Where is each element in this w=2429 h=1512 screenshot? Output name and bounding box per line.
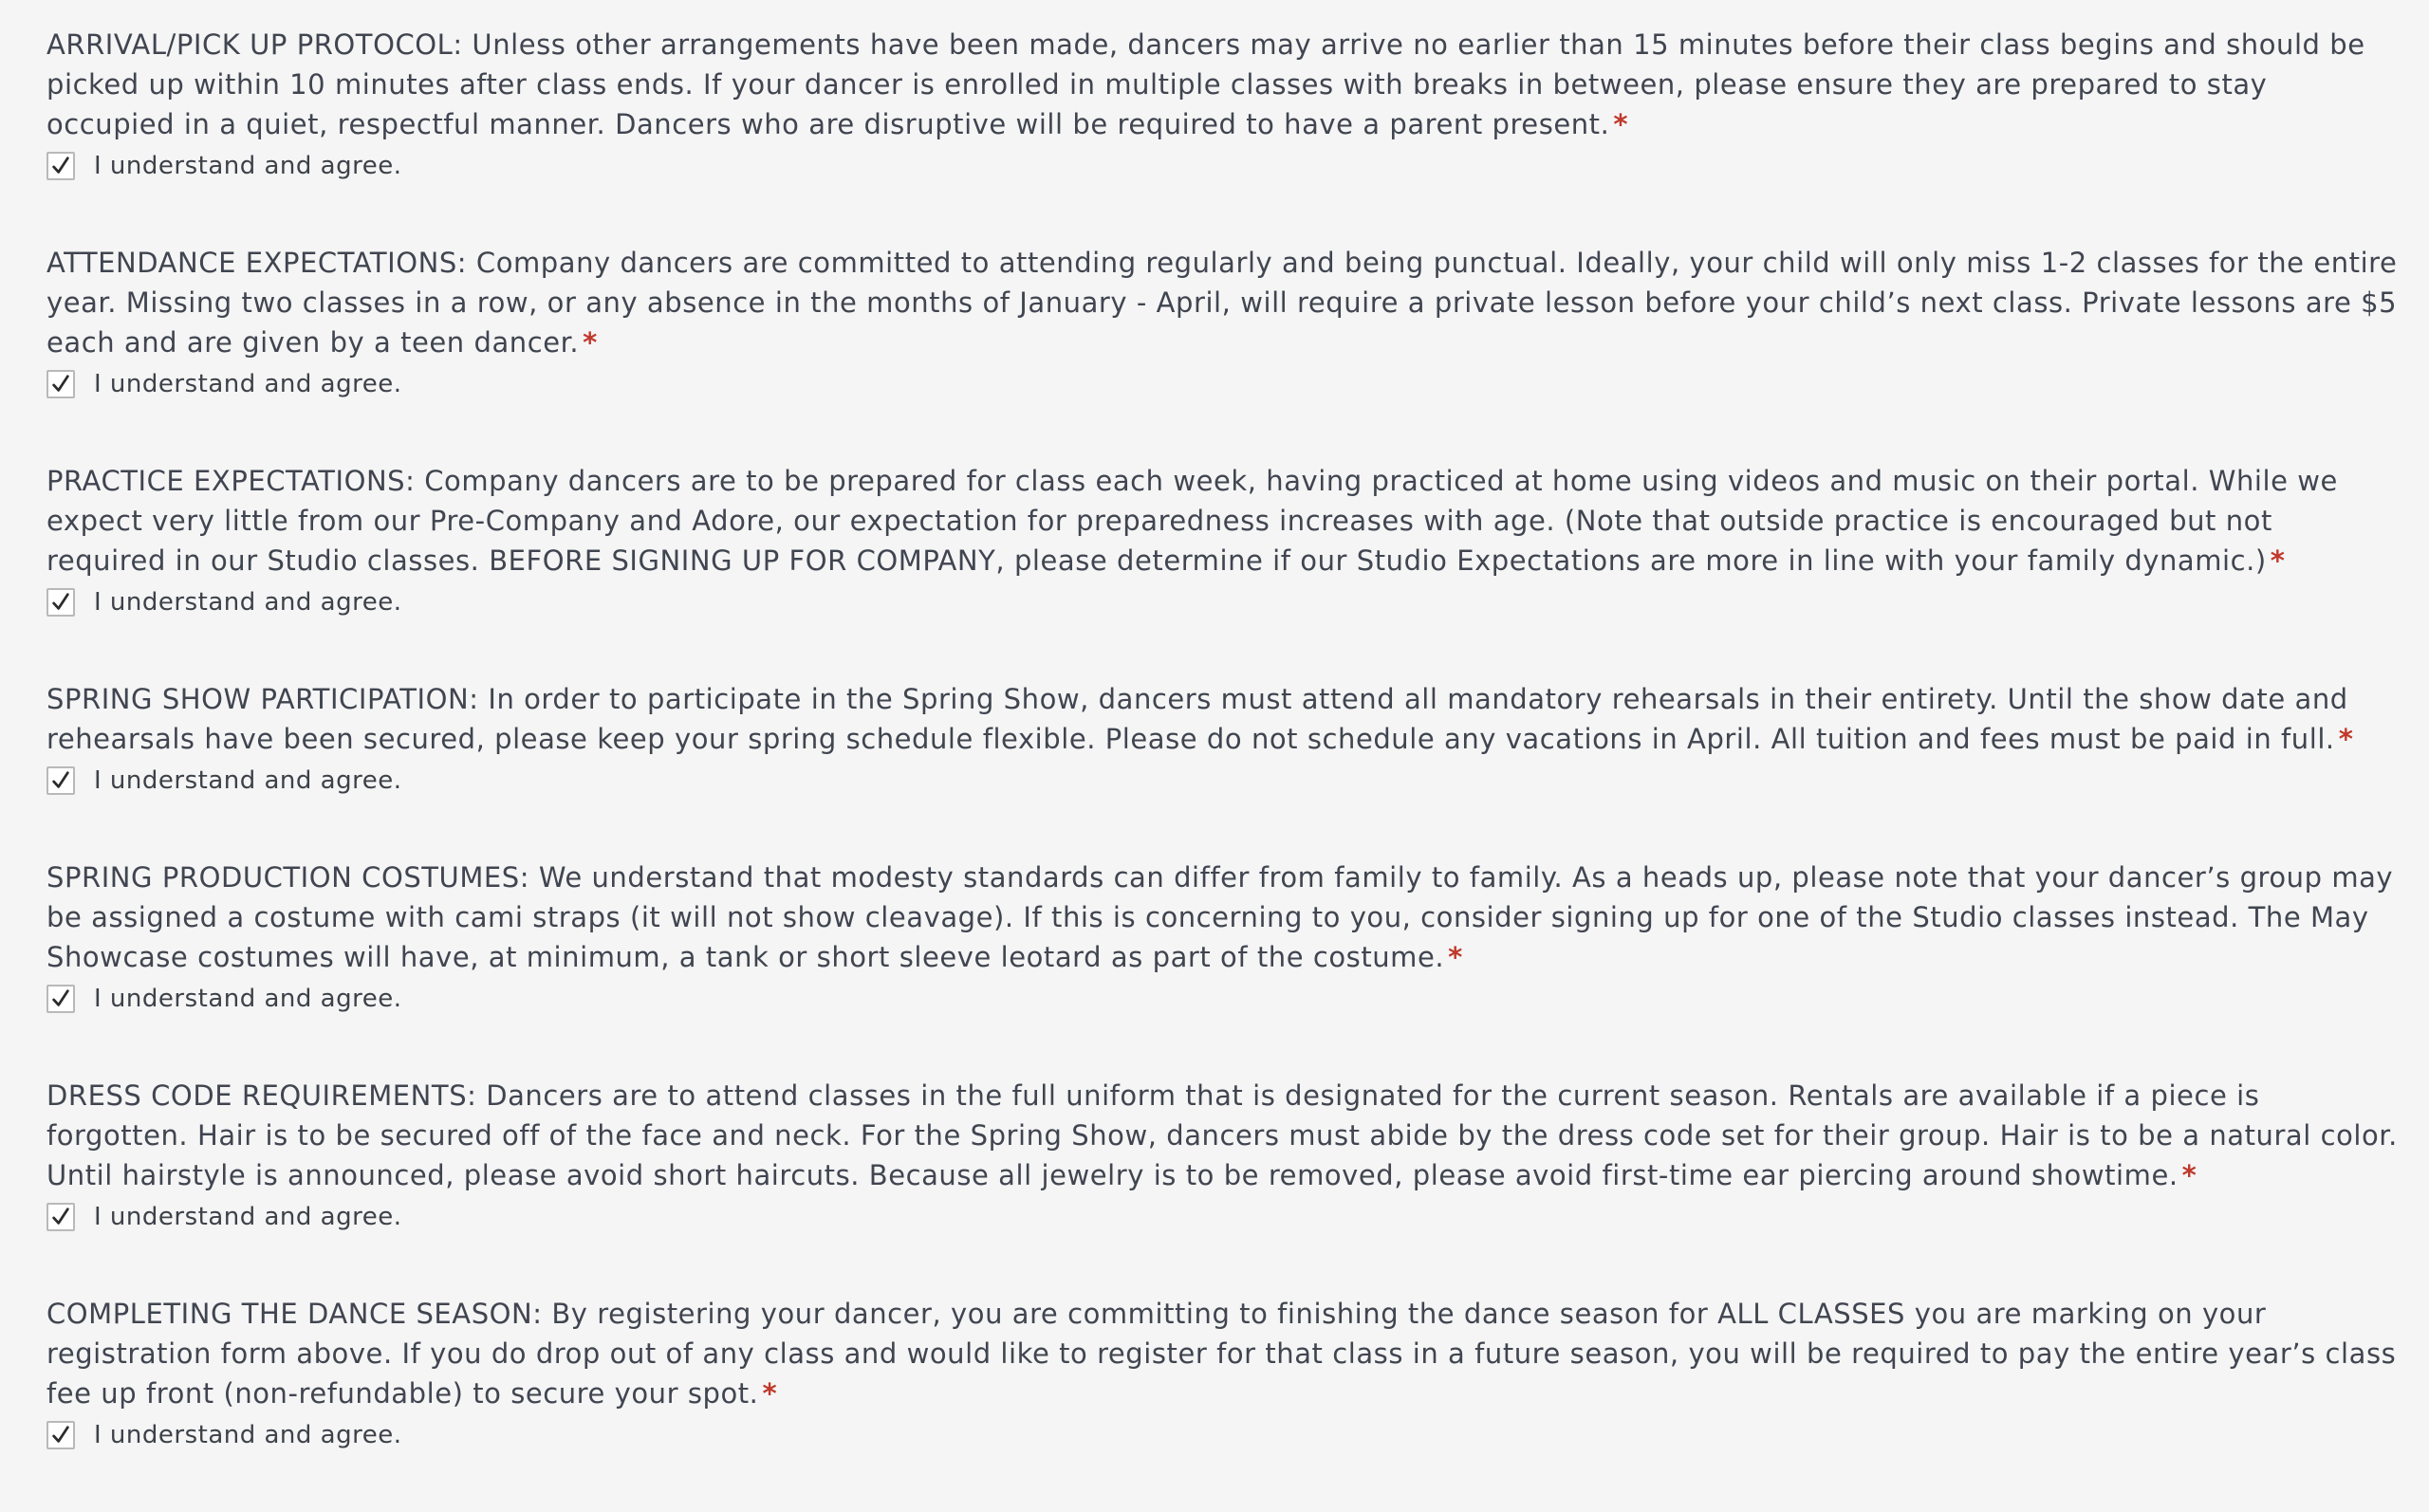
agree-checkbox[interactable] — [46, 1203, 75, 1231]
agree-checkbox-row[interactable] — [46, 765, 2400, 797]
question-label: SPRING SHOW PARTICIPATION: In order to participate in the Spring Show, dancers must attend all mandatory rehearsals in their entirety. Until the show date and rehearsals have been secured, please keep your spring schedule flexible. Please do not schedule any vacations in April. All tuition and fees must be paid in full. — [46, 683, 2348, 755]
question-label: COMPLETING THE DANCE SEASON: By registering your dancer, you are committing to finishing the dance season for ALL CLASSES you are marking on your registration form above. If you do drop out of any class and would like to register for that class in a future season, you will be required to pay the entire year’s class fee up front (non-refundable) to secure your spot. — [46, 1298, 2397, 1410]
section-spring-show — [46, 679, 2400, 797]
agree-checkbox[interactable] — [46, 588, 75, 617]
checkmark-icon — [50, 1425, 71, 1446]
question-text — [46, 25, 2400, 144]
agree-label[interactable]: I understand and agree. — [94, 1421, 402, 1449]
question-text — [46, 1076, 2400, 1195]
agree-checkbox[interactable] — [46, 985, 75, 1013]
checkmark-icon — [50, 770, 71, 791]
agree-checkbox-row[interactable] — [46, 150, 2400, 182]
question-text — [46, 1294, 2400, 1413]
agree-label[interactable]: I understand and agree. — [94, 588, 402, 617]
question-label: SPRING PRODUCTION COSTUMES: We understand that modesty standards can differ from family to family. As a heads up, please note that your dancer’s group may be assigned a costume with cami straps (it will not show cleavage). If this is concerning to you, consider signing up for one of the Studio classes instead. The May Showcase costumes will have, at minimum, a tank or short sleeve leotard as part of the costume. — [46, 861, 2394, 973]
agree-label[interactable]: I understand and agree. — [94, 370, 402, 398]
agreement-form — [46, 25, 2400, 1512]
question-text — [46, 461, 2400, 581]
agree-checkbox[interactable] — [46, 1421, 75, 1449]
agree-checkbox-row[interactable] — [46, 1201, 2400, 1233]
agree-checkbox-row[interactable] — [46, 586, 2400, 618]
section-dance-season — [46, 1294, 2400, 1451]
question-label: ATTENDANCE EXPECTATIONS: Company dancers are committed to attending regularly and being punctual. Ideally, your child will only miss 1-2 classes for the entire year. Missing two classes in a row, or any absence in the months of January - April, will require a private lesson before your child’s next class. Private lessons are $5 each and are given by a teen dancer. — [46, 247, 2398, 359]
section-practice — [46, 461, 2400, 618]
question-text — [46, 857, 2400, 977]
checkmark-icon — [50, 1207, 71, 1227]
required-asterisk: * — [2270, 544, 2286, 577]
question-label: DRESS CODE REQUIREMENTS: Dancers are to attend classes in the full uniform that is designated for the current season. Rentals are available if a piece is forgotten. Hair is to be secured off of the face and neck. For the Spring Show, dancers must abide by the dress code set for their group. Hair is to be a natural color. Until hairstyle is announced, please avoid short haircuts. Because all jewelry is to be removed, please avoid first-time ear piercing around showtime. — [46, 1079, 2398, 1191]
agree-checkbox[interactable] — [46, 370, 75, 398]
section-attendance — [46, 243, 2400, 400]
question-text — [46, 243, 2400, 362]
question-text — [46, 679, 2400, 759]
agree-label[interactable]: I understand and agree. — [94, 985, 402, 1013]
question-label: PRACTICE EXPECTATIONS: Company dancers are to be prepared for class each week, having practiced at home using videos and music on their portal. While we expect very little from our Pre-Company and Adore, our expectation for preparedness increases with age. (Note that outside practice is encouraged but not required in our Studio classes. BEFORE SIGNING UP FOR COMPANY, please determine if our Studio Expectations are more in line with your family dynamic.) — [46, 465, 2338, 577]
required-asterisk: * — [2338, 723, 2354, 755]
agree-label[interactable]: I understand and agree. — [94, 152, 402, 180]
question-label: ARRIVAL/PICK UP PROTOCOL: Unless other arrangements have been made, dancers may arrive no earlier than 15 minutes before their class begins and should be picked up within 10 minutes after class ends. If your dancer is enrolled in multiple classes with breaks in between, please ensure they are prepared to stay occupied in a quiet, respectful manner. Dancers who are disruptive will be required to have a parent present. — [46, 28, 2365, 140]
agree-checkbox-row[interactable] — [46, 1419, 2400, 1451]
required-asterisk: * — [2181, 1159, 2197, 1191]
agree-checkbox[interactable] — [46, 766, 75, 795]
checkmark-icon — [50, 592, 71, 613]
checkmark-icon — [50, 988, 71, 1009]
agree-label[interactable]: I understand and agree. — [94, 1203, 402, 1231]
agree-label[interactable]: I understand and agree. — [94, 766, 402, 795]
section-arrival-pickup — [46, 25, 2400, 182]
checkmark-icon — [50, 374, 71, 395]
required-asterisk: * — [762, 1377, 778, 1410]
required-asterisk: * — [1613, 108, 1629, 140]
required-asterisk: * — [583, 326, 598, 359]
required-asterisk: * — [1448, 941, 1463, 973]
agree-checkbox[interactable] — [46, 152, 75, 180]
agree-checkbox-row[interactable] — [46, 983, 2400, 1015]
agree-checkbox-row[interactable] — [46, 368, 2400, 400]
checkmark-icon — [50, 156, 71, 176]
section-dress-code — [46, 1076, 2400, 1233]
section-costumes — [46, 857, 2400, 1015]
